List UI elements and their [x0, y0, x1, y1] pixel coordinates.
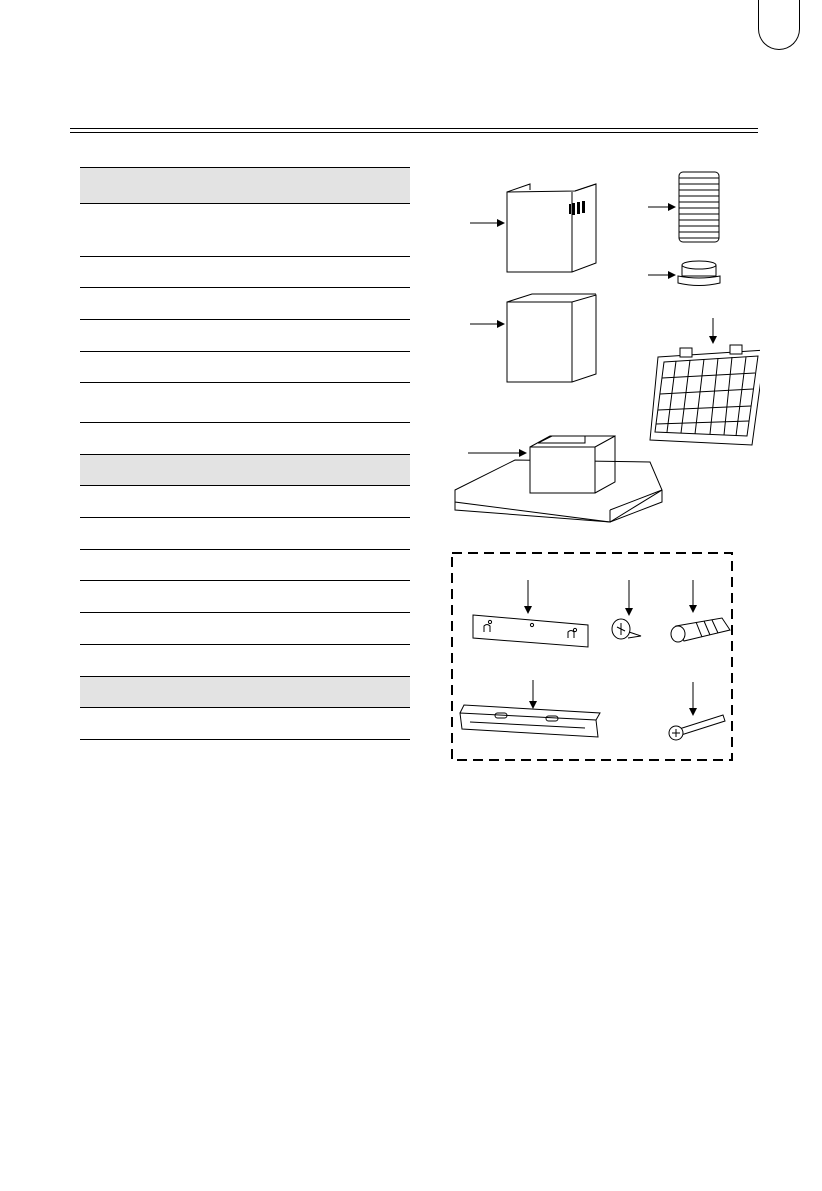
table-row [80, 645, 410, 677]
table-row [80, 550, 410, 581]
table-row [80, 486, 410, 518]
page-tab-mark [758, 0, 800, 50]
table-row [80, 518, 410, 550]
upper-chimney-icon [470, 184, 596, 272]
parts-illustration [440, 160, 760, 780]
header-rule-top [70, 128, 758, 129]
table-row [80, 257, 410, 288]
wall-bracket-icon [473, 580, 588, 647]
table-row [80, 423, 410, 455]
table-section-row [80, 677, 410, 708]
table-row [80, 320, 410, 352]
wall-plug-icon [671, 580, 730, 642]
table-section-row [80, 455, 410, 486]
header-rule-bottom [70, 132, 758, 133]
table-row [80, 383, 410, 423]
table-row [80, 708, 410, 740]
flexible-duct-icon [648, 172, 719, 242]
carbon-filter-icon [650, 318, 760, 445]
screw-icon [612, 580, 641, 639]
mounting-rail-icon [460, 680, 600, 737]
table-row [80, 204, 410, 257]
lower-chimney-icon [470, 294, 596, 382]
long-screw-icon [669, 682, 725, 740]
table-header-row [80, 167, 410, 204]
table-row [80, 581, 410, 613]
table-row [80, 613, 410, 645]
table-row [80, 352, 410, 383]
duct-adapter-icon [648, 261, 720, 286]
hood-body-icon [455, 436, 662, 522]
parts-table [80, 167, 410, 740]
table-row [80, 288, 410, 320]
